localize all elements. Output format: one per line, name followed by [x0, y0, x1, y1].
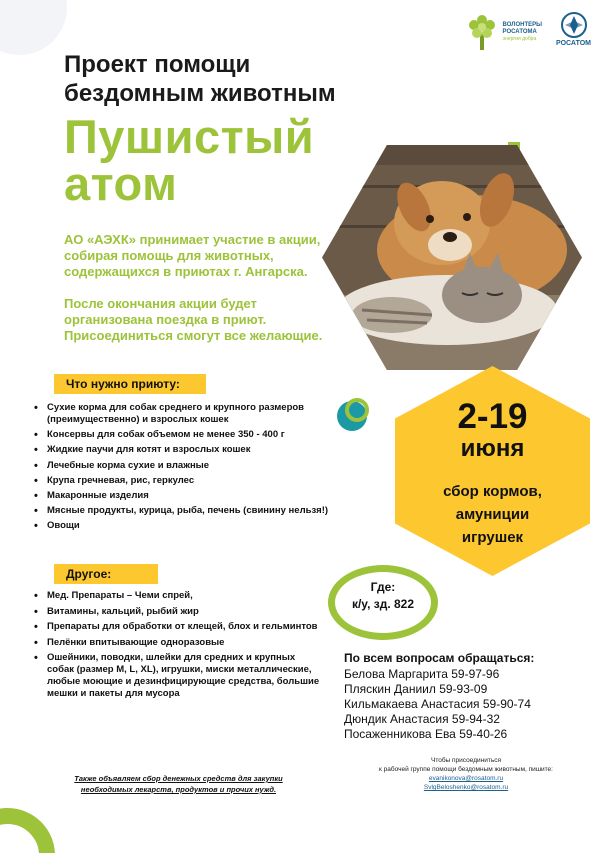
list-item: • Пелёнки впитывающие одноразовые — [34, 637, 324, 649]
volunteers-text — [503, 22, 542, 43]
list-item: • Витамины, кальций, рыбий жир — [34, 606, 324, 618]
contacts — [344, 651, 534, 742]
donation-note — [46, 773, 311, 795]
join-info — [346, 756, 586, 792]
date-month: июня — [460, 435, 525, 462]
intro-paragraph-2: После окончания акции будет организована поездка в приют. Присоединиться смогут все желающие. — [64, 296, 323, 343]
list-item: • Жидкие паучи для котят и взрослых кошек — [34, 444, 344, 456]
volunteers-logo — [465, 12, 542, 52]
volunteers-line1: ВОЛОНТЕРЫ — [502, 21, 542, 28]
list-item: • Препараты для обработки от клещей, блох и гельминтов — [34, 621, 324, 633]
pets-illustration — [322, 145, 582, 370]
volunteers-line2: РОСАТОМА — [502, 28, 537, 35]
location — [328, 579, 438, 613]
list-item: • Крупа гречневая, рис, геркулес — [34, 475, 344, 487]
decorative-green-ring — [345, 398, 369, 422]
collection-description — [395, 480, 590, 549]
contact-item: Белова Маргарита 59-97-96 — [344, 667, 500, 681]
intro-text — [64, 232, 334, 360]
desc-line3: игрушек — [461, 529, 524, 546]
title-line1: Проект помощи — [64, 51, 251, 78]
other-list — [34, 590, 324, 704]
location-place: к/у, зд. 822 — [351, 597, 415, 611]
date-block — [395, 366, 590, 576]
list-item: • Макаронные изделия — [34, 490, 344, 502]
email-link-2[interactable]: SvlgBeloshenko@rosatom.ru — [423, 784, 509, 791]
brand-line2: атом — [64, 157, 178, 210]
list-item: • Консервы для собак объемом не менее 350 - 400 г — [34, 429, 344, 441]
logos — [465, 12, 591, 52]
join-line2: к рабочей группе помощи бездомным животным, пишите: — [379, 766, 553, 773]
needs-label: Что нужно приюту: — [54, 374, 206, 394]
location-label: Где: — [370, 580, 396, 594]
title-line2: бездомным животным — [64, 80, 336, 107]
list-item: • Мед. Препараты – Чеми спрей, — [34, 590, 324, 602]
other-label: Другое: — [54, 564, 158, 584]
date-range: 2-19 — [457, 397, 528, 436]
decorative-ring-bottom — [0, 808, 55, 853]
join-line1: Чтобы присоединиться — [430, 757, 501, 764]
decorative-circle-top — [0, 0, 67, 55]
rosatom-text: РОСАТОМ — [556, 40, 591, 47]
list-item: • Мясные продукты, курица, рыба, печень (свинину нельзя!) — [34, 505, 344, 517]
desc-line1: сбор кормов, — [443, 483, 542, 500]
contact-item: Посаженникова Ева 59-40-26 — [344, 727, 508, 741]
list-item: • Лечебные корма сухие и влажные — [34, 460, 344, 472]
donation-line2: необходимых лекарств, продуктов и прочих нужд. — [80, 785, 277, 794]
list-item: • Сухие корма для собак среднего и крупного размеров (преимущественно) и взрослых кошек — [34, 402, 344, 426]
intro-paragraph-1: АО «АЭХК» принимает участие в акции, собирая помощь для животных, содержащихся в приютах г. Ангарска. — [64, 232, 321, 279]
contacts-heading: По всем вопросам обращаться: — [344, 651, 535, 665]
contact-item: Пляскин Даниил 59-93-09 — [344, 682, 488, 696]
needs-list — [34, 402, 344, 536]
desc-line2: амуниции — [455, 506, 530, 523]
volunteers-sub: энергия добра — [502, 35, 537, 42]
rosatom-logo — [556, 12, 591, 47]
donation-line1: Также объявляем сбор денежных средств для закупки — [74, 774, 283, 783]
brand-line1: Пушистый — [64, 110, 315, 163]
tree-icon — [465, 12, 499, 52]
list-item: • Овощи — [34, 520, 344, 532]
page-title — [64, 50, 336, 108]
dog-cat-photo — [322, 145, 582, 370]
email-link-1[interactable]: evanikonova@rosatom.ru — [428, 775, 504, 782]
campaign-name — [64, 110, 315, 210]
contact-item: Дюндик Анастасия 59-94-32 — [344, 712, 500, 726]
contact-item: Кильмакаева Анастасия 59-90-74 — [344, 697, 531, 711]
rosatom-icon — [561, 12, 587, 38]
list-item: • Ошейники, поводки, шлейки для средних и крупных собак (размер M, L, XL), игрушки, миски металлические, любые моющие и дезинфицирующие средства, большие мешки и пакеты для мусора — [34, 652, 324, 700]
